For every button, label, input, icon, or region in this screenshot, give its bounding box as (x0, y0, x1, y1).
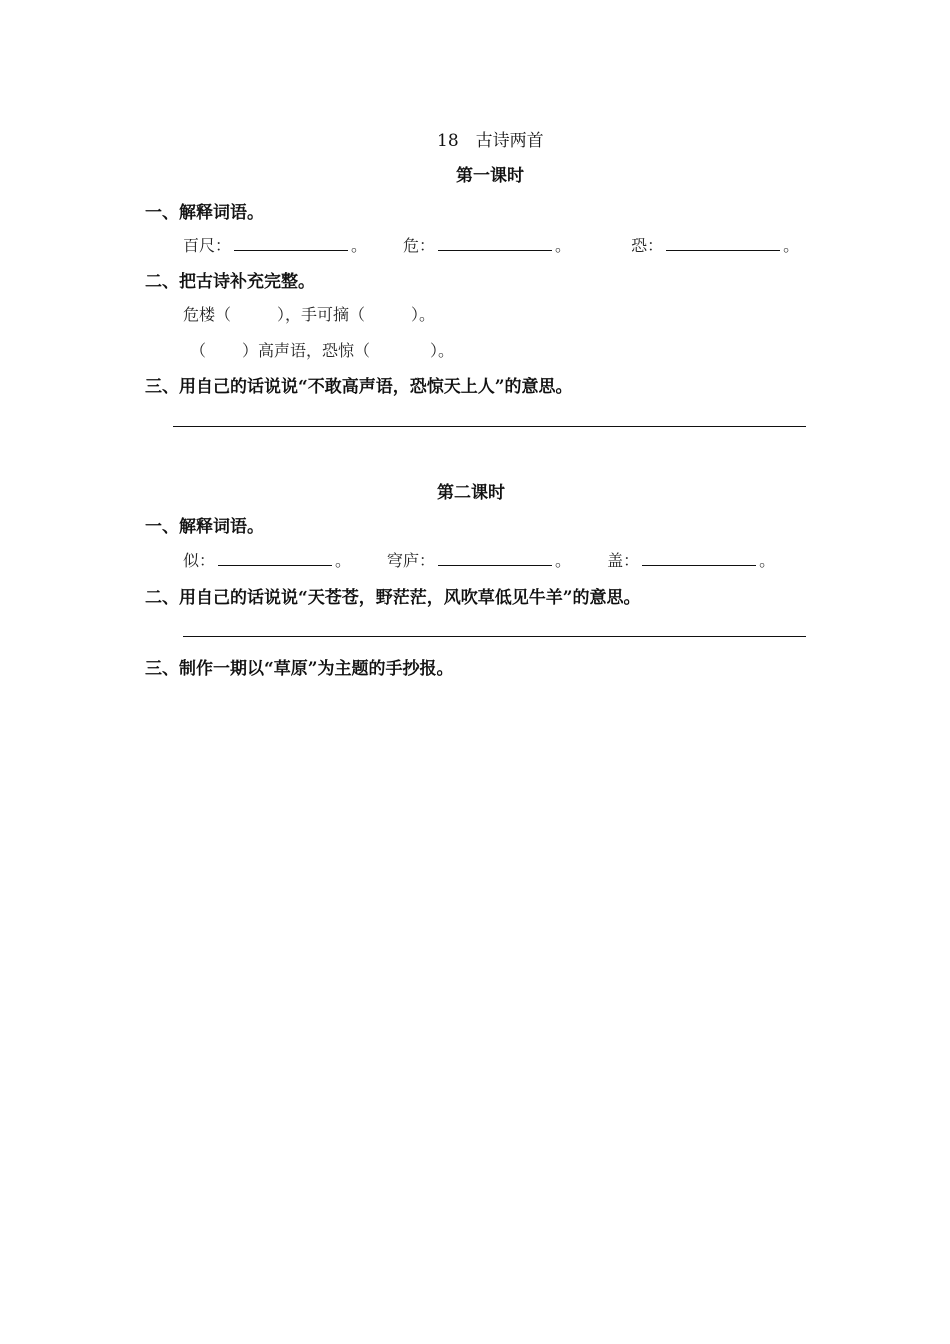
lesson2-q1-label: 一、解释词语。 (145, 517, 264, 537)
lesson1-q2-label: 二、把古诗补充完整。 (145, 272, 315, 292)
answer-line[interactable] (183, 636, 806, 637)
term-label: 百尺： (183, 236, 232, 255)
answer-blank[interactable] (218, 551, 332, 566)
lesson2-q3-label: 三、制作一期以“草原”为主题的手抄报。 (145, 659, 454, 679)
answer-blank[interactable] (642, 551, 756, 566)
lesson2-heading: 第二课时 (437, 483, 505, 503)
term-label: 危： (403, 236, 436, 255)
answer-line[interactable] (173, 426, 806, 427)
term-label: 盖： (607, 551, 640, 570)
answer-blank[interactable] (666, 236, 780, 251)
poem-line-1: 危楼（ ），手可摘（ ）。 (183, 305, 436, 324)
answer-blank[interactable] (438, 236, 552, 251)
lesson1-q1-label: 一、解释词语。 (145, 203, 264, 223)
term-label: 似： (183, 551, 216, 570)
lesson2-q1-items: 似： 。 穹庐： 。 盖： 。 (183, 551, 776, 570)
lesson1-heading: 第一课时 (456, 166, 524, 186)
term-label: 恐： (631, 236, 664, 255)
term-label: 穹庐： (387, 551, 436, 570)
lesson2-q2-label: 二、用自己的话说说“天苍苍，野茫茫，风吹草低见牛羊”的意思。 (145, 588, 641, 608)
lesson1-q3-label: 三、用自己的话说说“不敢高声语，恐惊天上人”的意思。 (145, 377, 573, 397)
lesson1-q1-items: 百尺： 。 危： 。 恐： 。 (183, 236, 800, 255)
answer-blank[interactable] (234, 236, 348, 251)
answer-blank[interactable] (438, 551, 552, 566)
poem-line-2: （ ）高声语，恐惊（ ）。 (190, 341, 455, 360)
page-title: 18 古诗两首 (437, 131, 544, 151)
